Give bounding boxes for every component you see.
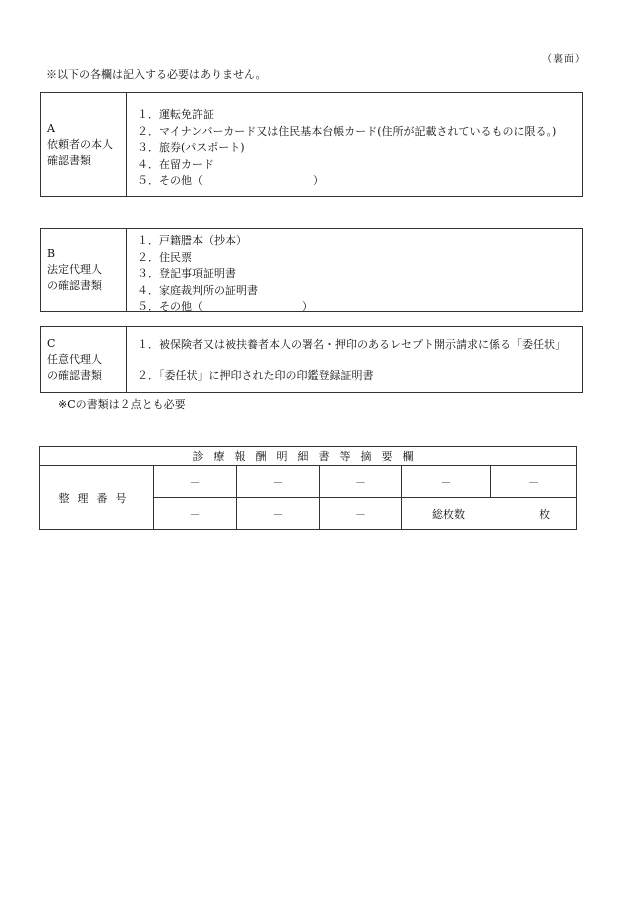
list-item: ２．住民票: [137, 250, 192, 264]
section-c-label: [41, 327, 127, 392]
section-c-label-line: の確認書類: [47, 368, 102, 382]
section-b-label-line: 法定代理人: [47, 263, 102, 276]
section-c-items: [137, 337, 580, 384]
list-item: ４．在留カード: [137, 157, 214, 171]
list-item: １．戸籍謄本（抄本）: [137, 234, 247, 247]
section-b-box: [40, 228, 583, 312]
summary-title: 診療報酬明細書等摘要欄: [40, 447, 577, 466]
section-a-label-line: 依頼者の本人: [47, 137, 113, 151]
page-side-label: （裏面）: [542, 54, 586, 65]
section-b-label: [41, 229, 127, 311]
table-cell-dash: －: [237, 466, 320, 498]
list-item: ３．旅券(パスポート): [137, 141, 245, 154]
table-cell-dash: －: [320, 466, 402, 498]
section-a-label-line: A: [47, 121, 55, 135]
section-c-label-line: C: [47, 336, 56, 350]
section-b-label-line: の確認書類: [47, 279, 102, 292]
list-item: １．被保険者又は被扶養者本人の署名・押印のあるレセプト開示請求に係る「委任状」: [137, 338, 566, 351]
table-cell-dash: －: [237, 498, 320, 530]
table-cell-dash: －: [154, 498, 237, 530]
section-a-label-line: 確認書類: [47, 153, 91, 167]
reference-number-label: 整理番号: [40, 466, 154, 530]
total-sheets-label: 総枚数: [432, 507, 465, 521]
list-item: ４．家庭裁判所の証明書: [137, 283, 258, 297]
section-c-label-line: 任意代理人: [47, 352, 102, 366]
list-item: １．運転免許証: [137, 108, 214, 121]
list-item: ２．マイナンバーカード又は住民基本台帳カード(住所が記載されているものに限る。): [137, 124, 557, 138]
notice-text: ※以下の各欄は記入する必要はありません。: [46, 68, 267, 81]
section-c-box: [40, 326, 583, 393]
section-a-items: [137, 107, 580, 190]
table-cell-dash: －: [320, 498, 402, 530]
total-sheets-unit: 枚: [539, 507, 551, 521]
total-sheets-cell: [402, 498, 577, 530]
section-b-label-line: B: [47, 247, 56, 260]
table-cell-dash: －: [402, 466, 491, 498]
list-item: ５．その他（ ）: [137, 300, 313, 313]
section-b-items: [137, 233, 580, 316]
list-item: ３．登記事項証明書: [137, 267, 236, 280]
section-c-note: ※Cの書類は２点とも必要: [58, 398, 186, 411]
list-item: ２．「委任状」に押印された印の印鑑登録証明書: [137, 368, 374, 382]
section-a-box: [40, 92, 583, 197]
table-cell-dash: －: [491, 466, 577, 498]
summary-table: [39, 446, 577, 530]
section-a-label: [41, 93, 127, 196]
table-cell-dash: －: [154, 466, 237, 498]
list-item: ５．その他（ ）: [137, 174, 324, 187]
